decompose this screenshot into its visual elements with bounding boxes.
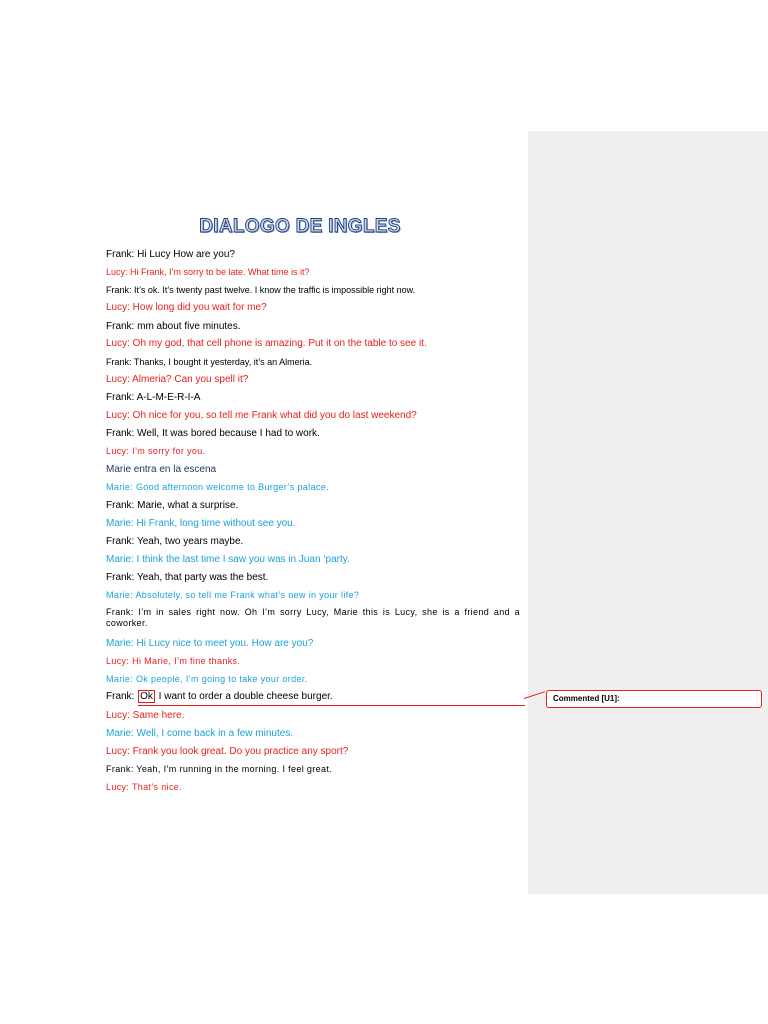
dialogue-line: Lucy: Frank you look great. Do you practice any sport? bbox=[106, 746, 349, 757]
dialogue-line: Frank: Marie, what a surprise. bbox=[106, 500, 239, 511]
dialogue-line: Frank: Yeah, that party was the best. bbox=[106, 572, 269, 583]
dialogue-line: Frank: I’m in sales right now. Oh I’m sorry Lucy, Marie this is Lucy, she is a friend and a coworker. bbox=[106, 607, 520, 628]
dialogue-line: Lucy: Almeria? Can you spell it? bbox=[106, 374, 249, 385]
dialogue-line: Marie: Hi Frank, long time without see you. bbox=[106, 518, 296, 529]
dialogue-line: Lucy: How long did you wait for me? bbox=[106, 302, 267, 313]
dialogue-line: Frank: Hi Lucy How are you? bbox=[106, 249, 235, 260]
dialogue-line: Frank: Yeah, two years maybe. bbox=[106, 536, 244, 547]
document-title: DIALOGO DE INGLES bbox=[199, 216, 401, 237]
dialogue-line: Frank: It’s ok. It’s twenty past twelve. I know the traffic is impossible right now. bbox=[106, 285, 416, 295]
dialogue-line: Lucy: I’m sorry for you. bbox=[106, 446, 206, 456]
dialogue-line: Lucy: Hi Marie, I’m fine thanks. bbox=[106, 656, 241, 666]
dialogue-line: Frank: mm about five minutes. bbox=[106, 321, 241, 332]
comment-balloon[interactable] bbox=[546, 690, 762, 708]
dialogue-line-commented bbox=[106, 690, 520, 703]
dialogue-line: Lucy: Hi Frank, I’m sorry to be late. What time is it? bbox=[106, 267, 310, 277]
dialogue-line: Lucy: Same here. bbox=[106, 710, 185, 721]
stage-direction: Marie entra en la escena bbox=[106, 464, 217, 475]
dialogue-rest: I want to order a double cheese burger. bbox=[155, 691, 333, 702]
dialogue-line: Frank: Thanks, I bought it yesterday, it’s an Almeria. bbox=[106, 357, 313, 367]
dialogue-line: Marie: Good afternoon welcome to Burger’s palace. bbox=[106, 482, 329, 492]
commented-text-highlight[interactable]: Ok bbox=[140, 691, 153, 702]
comment-label: Commented [U1]: bbox=[553, 694, 620, 703]
dialogue-line: Frank: Well, It was bored because I had to work. bbox=[106, 428, 320, 439]
dialogue-line: Marie: Ok people, I’m going to take your order. bbox=[106, 674, 308, 684]
comment-margin-panel bbox=[528, 131, 768, 894]
dialogue-line: Frank: Yeah, I’m running in the morning. I feel great. bbox=[106, 764, 333, 774]
dialogue-line: Lucy: That’s nice. bbox=[106, 782, 183, 792]
dialogue-line: Lucy: Oh my god, that cell phone is amazing. Put it on the table to see it. bbox=[106, 338, 427, 349]
dialogue-line: Lucy: Oh nice for you, so tell me Frank what did you do last weekend? bbox=[106, 410, 417, 421]
comment-anchor-line bbox=[138, 705, 525, 706]
dialogue-prefix: Frank: bbox=[106, 691, 138, 702]
dialogue-line: Marie: Absolutely, so tell me Frank what’s new in your life? bbox=[106, 590, 360, 600]
dialogue-line: Marie: Hi Lucy nice to meet you. How are you? bbox=[106, 638, 314, 649]
dialogue-line: Marie: Well, I come back in a few minutes. bbox=[106, 728, 294, 739]
dialogue-line: Marie: I think the last time I saw you was in Juan ‘party. bbox=[106, 554, 350, 565]
dialogue-line: Frank: A-L-M-E-R-I-A bbox=[106, 392, 201, 403]
